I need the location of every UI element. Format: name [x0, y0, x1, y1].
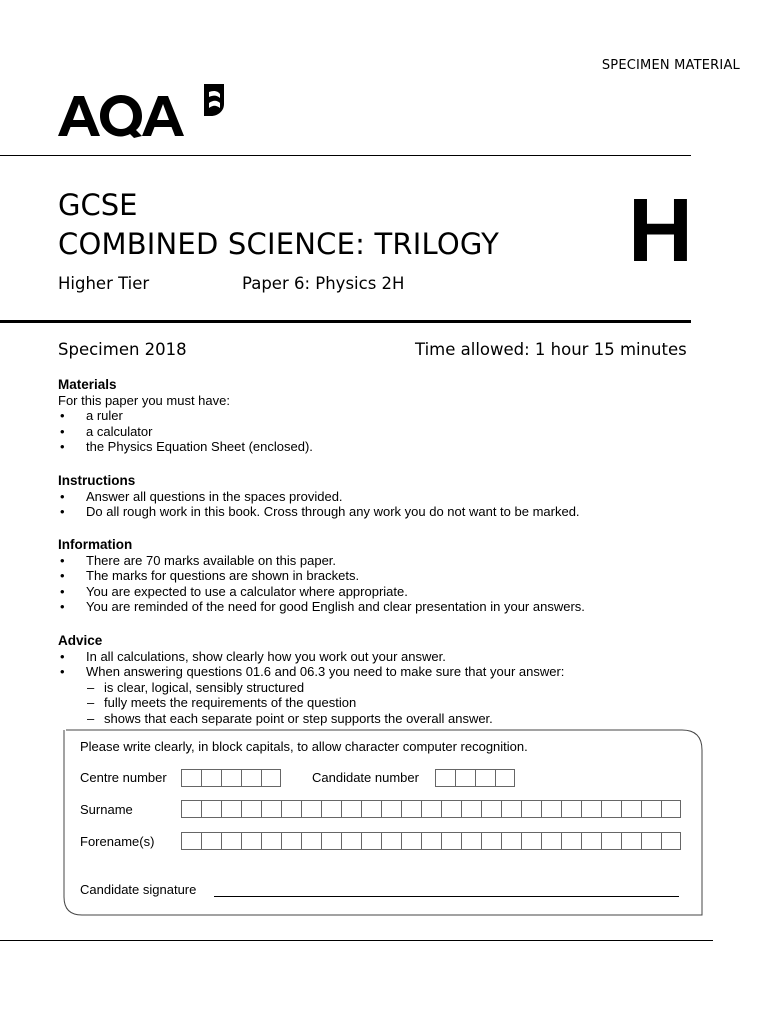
char-box[interactable] — [361, 800, 381, 818]
char-box[interactable] — [601, 832, 621, 850]
materials-intro: For this paper you must have: — [58, 392, 230, 408]
char-box[interactable] — [201, 832, 221, 850]
char-box[interactable] — [435, 769, 455, 787]
char-box[interactable] — [501, 832, 521, 850]
char-box[interactable] — [261, 769, 281, 787]
char-box[interactable] — [621, 800, 641, 818]
char-box[interactable] — [521, 800, 541, 818]
materials-heading: Materials — [58, 377, 117, 392]
form-instruction: Please write clearly, in block capitals, to allow character computer recognition. — [80, 739, 528, 754]
list-item: • In all calculations, show clearly how you work out your answer. — [58, 649, 698, 665]
char-box[interactable] — [401, 800, 421, 818]
char-box[interactable] — [501, 800, 521, 818]
list-item: • You are expected to use a calculator where appropriate. — [58, 584, 698, 600]
top-rule — [0, 155, 691, 156]
char-box[interactable] — [581, 832, 601, 850]
time-allowed: Time allowed: 1 hour 15 minutes — [415, 340, 687, 359]
forenames-label: Forename(s) — [80, 834, 155, 849]
char-box[interactable] — [441, 800, 461, 818]
char-box[interactable] — [475, 769, 495, 787]
list-item: • Answer all questions in the spaces provided. — [58, 489, 698, 505]
list-item: • There are 70 marks available on this paper. — [58, 553, 698, 569]
list-item: • The marks for questions are shown in brackets. — [58, 568, 698, 584]
char-box[interactable] — [381, 832, 401, 850]
char-box[interactable] — [181, 800, 201, 818]
advice-section — [58, 633, 698, 727]
candidate-number-boxes[interactable] — [435, 769, 515, 787]
char-box[interactable] — [361, 832, 381, 850]
aqa-logo — [58, 82, 228, 138]
char-box[interactable] — [541, 832, 561, 850]
char-box[interactable] — [221, 800, 241, 818]
char-box[interactable] — [221, 769, 241, 787]
list-item: • When answering questions 01.6 and 06.3 you need to make sure that your answer: — [58, 664, 698, 680]
char-box[interactable] — [261, 832, 281, 850]
char-box[interactable] — [481, 800, 501, 818]
char-box[interactable] — [341, 832, 361, 850]
instructions-section — [58, 473, 698, 520]
specimen-label: SPECIMEN MATERIAL — [601, 58, 740, 73]
signature-line[interactable] — [214, 896, 679, 897]
advice-heading: Advice — [58, 633, 103, 648]
char-box[interactable] — [201, 769, 221, 787]
char-box[interactable] — [201, 800, 221, 818]
char-box[interactable] — [241, 800, 261, 818]
char-box[interactable] — [601, 800, 621, 818]
tier-letter: H — [628, 181, 693, 281]
exam-year: Specimen 2018 — [58, 340, 187, 359]
char-box[interactable] — [321, 832, 341, 850]
char-box[interactable] — [241, 769, 261, 787]
char-box[interactable] — [341, 800, 361, 818]
materials-section — [58, 377, 698, 455]
char-box[interactable] — [455, 769, 475, 787]
sub-list-item: – fully meets the requirements of the question — [58, 695, 698, 711]
char-box[interactable] — [261, 800, 281, 818]
char-box[interactable] — [641, 800, 661, 818]
char-box[interactable] — [561, 832, 581, 850]
char-box[interactable] — [495, 769, 515, 787]
char-box[interactable] — [661, 800, 681, 818]
bottom-rule — [0, 940, 713, 941]
list-item: • a ruler — [58, 408, 698, 424]
paper-name: Paper 6: Physics 2H — [242, 274, 405, 293]
sub-list-item: – is clear, logical, sensibly structured — [58, 680, 698, 696]
char-box[interactable] — [221, 832, 241, 850]
char-box[interactable] — [521, 832, 541, 850]
candidate-number-label: Candidate number — [312, 770, 419, 785]
thick-rule — [0, 320, 691, 323]
char-box[interactable] — [541, 800, 561, 818]
list-item: • Do all rough work in this book. Cross through any work you do not want to be marked. — [58, 504, 698, 520]
information-section — [58, 537, 698, 615]
char-box[interactable] — [301, 832, 321, 850]
subject-title: COMBINED SCIENCE: TRILOGY — [58, 227, 500, 261]
char-box[interactable] — [581, 800, 601, 818]
surname-label: Surname — [80, 802, 133, 817]
char-box[interactable] — [461, 832, 481, 850]
centre-number-boxes[interactable] — [181, 769, 281, 787]
list-item: • You are reminded of the need for good English and clear presentation in your answers. — [58, 599, 698, 615]
char-box[interactable] — [421, 800, 441, 818]
char-box[interactable] — [241, 832, 261, 850]
char-box[interactable] — [181, 769, 201, 787]
char-box[interactable] — [461, 800, 481, 818]
surname-boxes[interactable] — [181, 800, 681, 818]
char-box[interactable] — [401, 832, 421, 850]
char-box[interactable] — [181, 832, 201, 850]
forenames-boxes[interactable] — [181, 832, 681, 850]
char-box[interactable] — [641, 832, 661, 850]
sub-list-item: – shows that each separate point or step supports the overall answer. — [58, 711, 698, 727]
char-box[interactable] — [281, 800, 301, 818]
char-box[interactable] — [301, 800, 321, 818]
signature-label: Candidate signature — [80, 882, 197, 897]
instructions-heading: Instructions — [58, 473, 136, 488]
char-box[interactable] — [481, 832, 501, 850]
char-box[interactable] — [561, 800, 581, 818]
list-item: • the Physics Equation Sheet (enclosed). — [58, 439, 698, 455]
qualification: GCSE — [58, 188, 138, 222]
tier: Higher Tier — [58, 274, 150, 293]
list-item: • a calculator — [58, 424, 698, 440]
centre-number-label: Centre number — [80, 770, 167, 785]
information-heading: Information — [58, 537, 133, 552]
char-box[interactable] — [621, 832, 641, 850]
char-box[interactable] — [381, 800, 401, 818]
char-box[interactable] — [441, 832, 461, 850]
char-box[interactable] — [421, 832, 441, 850]
char-box[interactable] — [661, 832, 681, 850]
char-box[interactable] — [321, 800, 341, 818]
char-box[interactable] — [281, 832, 301, 850]
